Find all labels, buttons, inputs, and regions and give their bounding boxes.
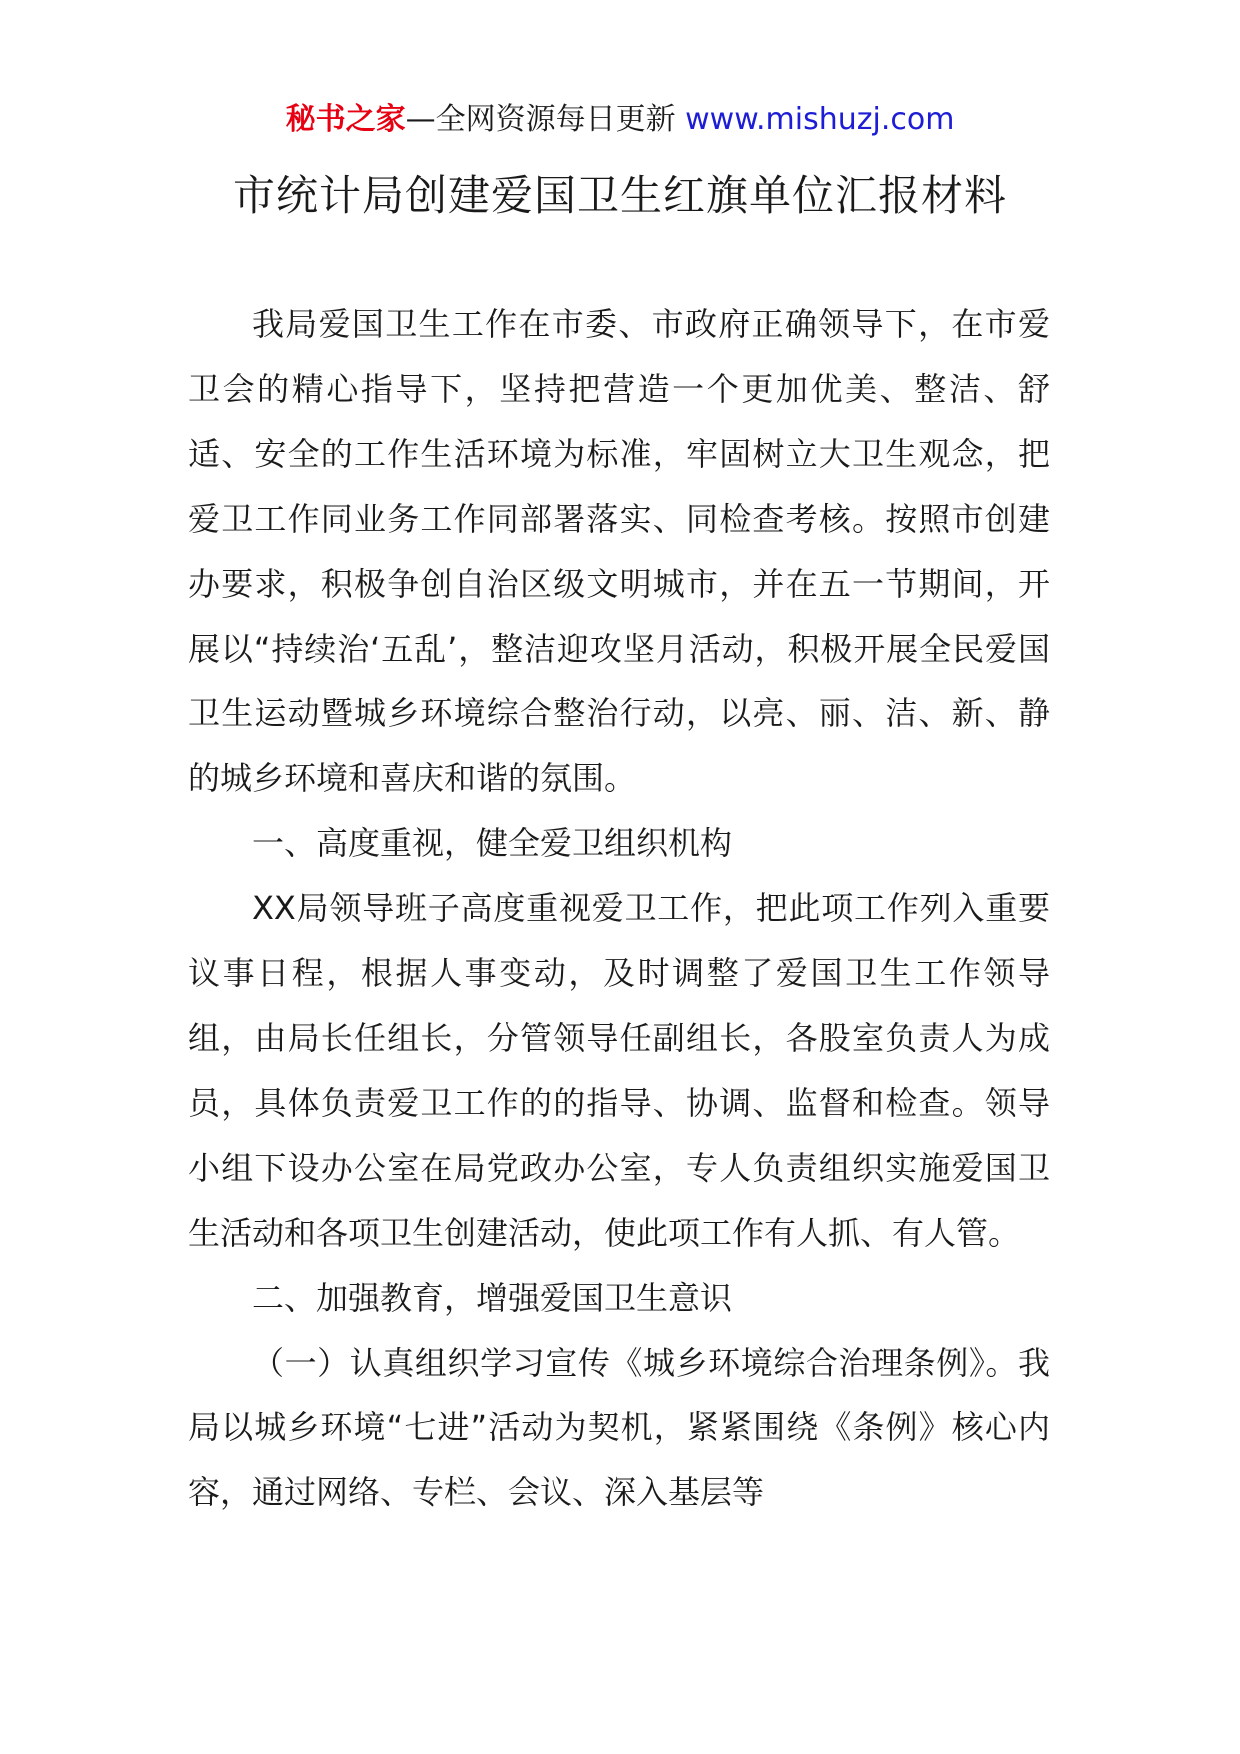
section-heading-1: 一、高度重视，健全爱卫组织机构 <box>252 824 733 863</box>
brand-name: 秘书之家 <box>285 102 406 137</box>
section-heading-2: 二、加强教育，增强爱国卫生意识 <box>252 1278 733 1317</box>
paragraph-intro: 我局爱国卫生工作在市委、市政府正确领导下，在市爱卫会的精心指导下，坚持把营造一个更加优美、整洁、舒适、安全的工作生活环境为标准，牢固树立大卫生观念，把爱卫工作同业务工作同部署落实、同检查考核。按照市创建办要求，积极争创自治区级文明城市，并在五一节期间，开展以“持续治‘五乱’，整洁迎攻坚月活动，积极开展全民爱国卫生运动暨城乡环境综合整治行动，以亮、丽、洁、新、静的城乡环境和喜庆和谐的氛围。 <box>188 305 1050 798</box>
document-body <box>188 292 1050 1525</box>
site-header <box>0 100 1240 140</box>
site-url-link[interactable]: www.mishuzj.com <box>685 102 955 137</box>
paragraph-section-2-item-1: （一）认真组织学习宣传《城乡环境综合治理条例》。我局以城乡环境“七进”活动为契机，紧紧围绕《条例》核心内容，通过网络、专栏、会议、深入基层等 <box>188 1343 1050 1512</box>
slogan-text: —全网资源每日更新 <box>405 102 676 137</box>
document-title: 市统计局创建爱国卫生红旗单位汇报材料 <box>232 171 1007 220</box>
paragraph-section-1: XX局领导班子高度重视爱卫工作，把此项工作列入重要议事日程，根据人事变动，及时调整了爱国卫生工作领导组，由局长任组长，分管领导任副组长，各股室负责人为成员，具体负责爱卫工作的的指导、协调、监督和检查。领导小组下设办公室在局党政办公室，专人负责组织实施爱国卫生活动和各项卫生创建活动，使此项工作有人抓、有人管。 <box>188 889 1050 1252</box>
